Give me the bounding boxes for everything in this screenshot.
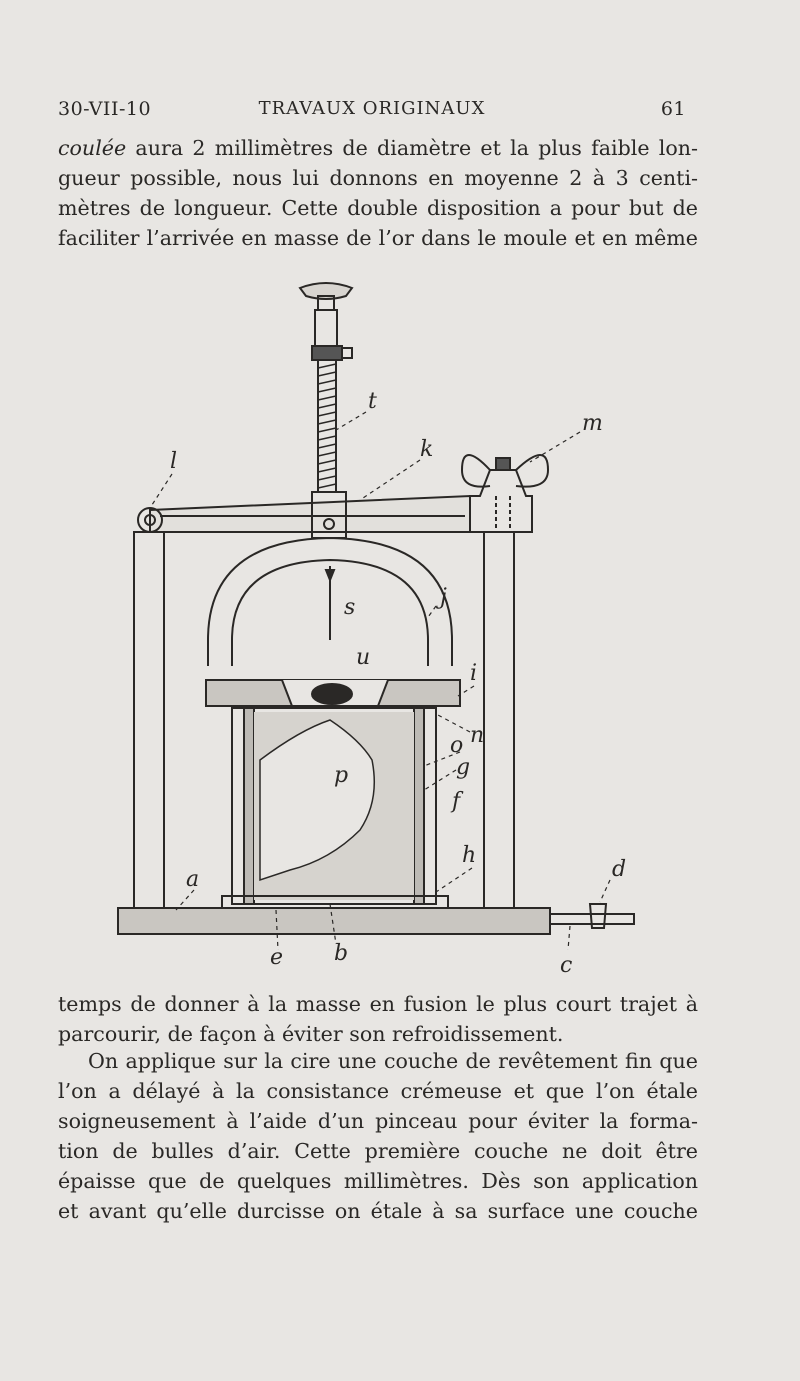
- text-line: tion de bulles d’air. Cette première couche ne doit être: [58, 1139, 698, 1163]
- header-title: TRAVAUX ORIGINAUX: [258, 98, 486, 119]
- text-line: soigneusement à l’aide d’un pinceau pour éviter la forma-: [58, 1109, 698, 1133]
- text-line: épaisse que de quelques millimètres. Dès son application: [58, 1169, 698, 1193]
- header-date: 30-VII-10: [58, 98, 152, 120]
- text-line: temps de donner à la masse en fusion le plus court trajet à: [58, 992, 698, 1016]
- label-f: f: [452, 789, 461, 814]
- label-o: o: [450, 733, 464, 758]
- label-p: p: [334, 763, 349, 788]
- text-line: coulée aura 2 millimètres de diamètre et la plus faible lon-: [58, 136, 698, 160]
- italic-word: coulée: [58, 136, 127, 160]
- page-number: 61: [660, 98, 686, 120]
- text-line: l’on a délayé à la consistance crémeuse et que l’on étale: [58, 1079, 698, 1103]
- label-a: a: [186, 867, 200, 892]
- text-line: parcourir, de façon à éviter son refroidissement.: [58, 1022, 564, 1046]
- label-i: i: [470, 661, 478, 686]
- label-u: u: [356, 645, 371, 670]
- text-line: On applique sur la cire une couche de revêtement fin que: [88, 1049, 698, 1073]
- label-g: g: [456, 755, 471, 780]
- label-t: t: [368, 389, 377, 414]
- label-b: b: [334, 941, 349, 966]
- paragraph-mid: [58, 989, 698, 1049]
- label-s: s: [344, 595, 356, 620]
- text-line: faciliter l’arrivée en masse de l’or dans le moule et en même: [58, 226, 698, 250]
- label-l: l: [170, 449, 178, 474]
- casting-apparatus-figure: [110, 275, 650, 985]
- label-j: j: [440, 585, 447, 610]
- paragraph-bottom: [58, 1046, 698, 1226]
- label-c: c: [560, 953, 573, 978]
- label-e: e: [270, 945, 284, 970]
- label-n: n: [470, 723, 485, 748]
- text-line: et avant qu’elle durcisse on étale à sa surface une couche: [58, 1199, 698, 1223]
- text-line: gueur possible, nous lui donnons en moyenne 2 à 3 centi-: [58, 166, 698, 190]
- label-h: h: [462, 843, 477, 868]
- label-m: m: [582, 411, 603, 436]
- paragraph-top: [58, 133, 698, 253]
- running-header: [58, 98, 686, 126]
- label-d: d: [612, 857, 627, 882]
- label-k: k: [420, 437, 434, 462]
- text-line: mètres de longueur. Cette double disposition a pour but de: [58, 196, 698, 220]
